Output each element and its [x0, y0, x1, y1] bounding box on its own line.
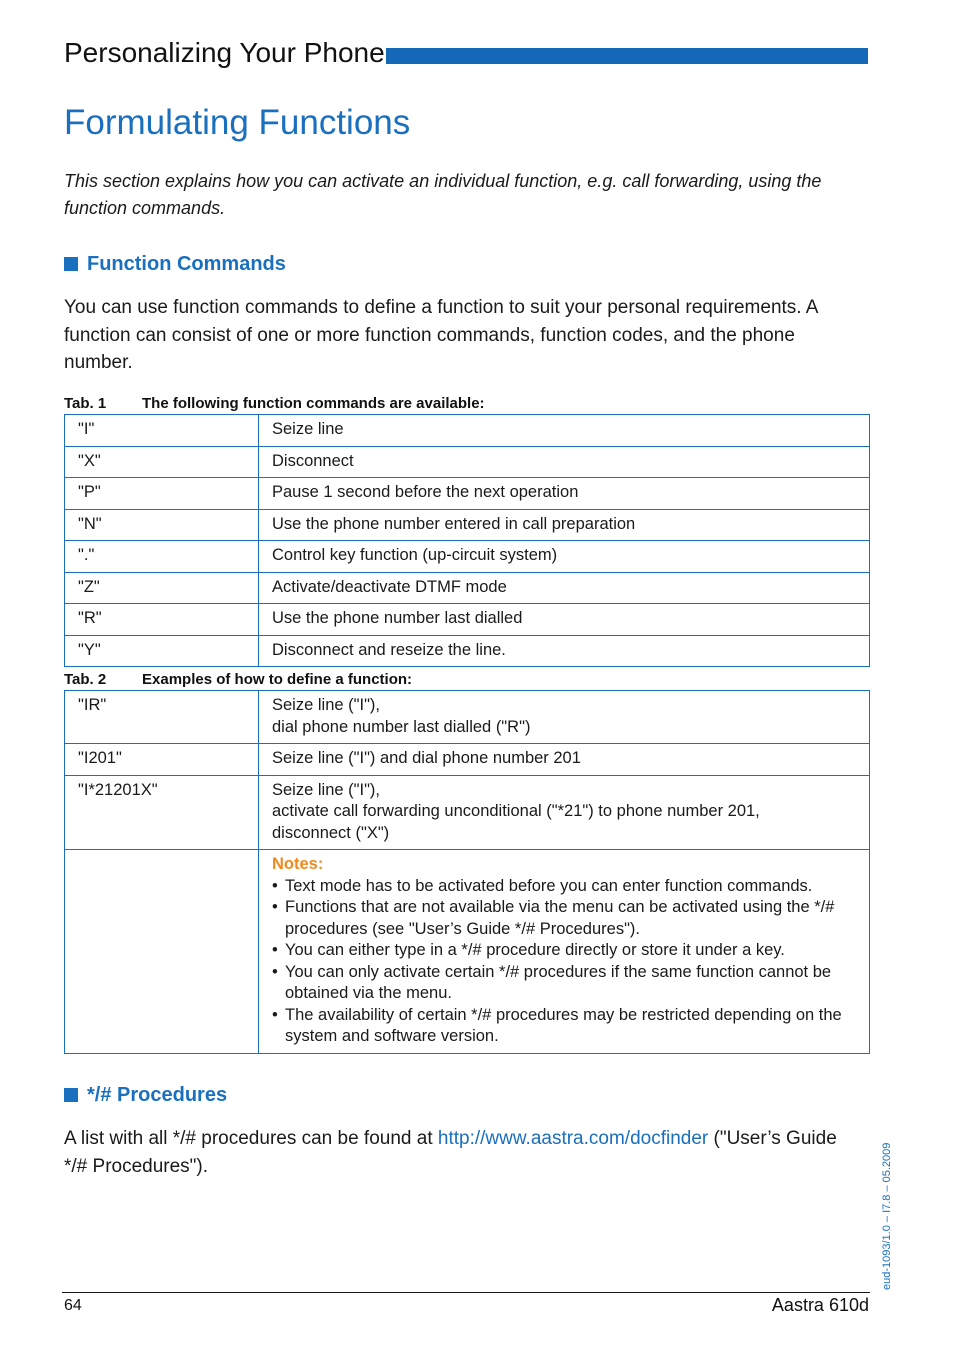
list-item: • The availability of certain */# procedures may be restricted depending on the system and software version. — [272, 1005, 857, 1048]
list-item: • Functions that are not available via the menu can be activated using the */# procedures (see "User’s Guide */# Procedures"). — [272, 897, 857, 940]
table1-caption — [64, 395, 485, 413]
table-row — [65, 775, 870, 850]
table2-caption — [64, 671, 412, 689]
footer-divider — [62, 1292, 870, 1293]
command-cell: "X" — [65, 446, 259, 478]
example-description-cell — [259, 691, 870, 744]
description-cell: Use the phone number last dialled — [259, 604, 870, 636]
table-row — [65, 572, 870, 604]
table-row — [65, 509, 870, 541]
notes-cell — [259, 850, 870, 1054]
table-row — [65, 446, 870, 478]
page-number: 64 — [64, 1297, 82, 1314]
notes-title: Notes: — [272, 855, 324, 873]
table-row — [65, 635, 870, 667]
description-cell: Disconnect — [259, 446, 870, 478]
notes-list — [272, 876, 857, 1048]
table-row — [65, 541, 870, 573]
docfinder-link[interactable]: http://www.aastra.com/docfinder — [437, 1128, 709, 1149]
square-bullet-icon — [64, 257, 78, 271]
description-cell: Activate/deactivate DTMF mode — [259, 572, 870, 604]
section-heading-label: Function Commands — [87, 253, 286, 275]
header-section-title: Personalizing Your Phone — [64, 37, 385, 68]
procedures-text — [64, 1125, 854, 1180]
command-cell: "R" — [65, 604, 259, 636]
command-cell: "N" — [65, 509, 259, 541]
description-cell: Pause 1 second before the next operation — [259, 478, 870, 510]
page-title: Formulating Functions — [64, 103, 411, 142]
table-row-notes — [65, 850, 870, 1054]
function-examples-table — [64, 690, 870, 1054]
list-item: • Text mode has to be activated before you can enter function commands. — [272, 876, 857, 898]
command-cell: "Y" — [65, 635, 259, 667]
table2-caption-text: Examples of how to define a function: — [142, 671, 413, 688]
table1-number: Tab. 1 — [64, 395, 107, 412]
description-cell: Control key function (up-circuit system) — [259, 541, 870, 573]
example-cell: "IR" — [65, 691, 259, 744]
function-commands-table — [64, 414, 870, 667]
command-cell: "Z" — [65, 572, 259, 604]
example-description-cell — [259, 744, 870, 776]
description-line: activate call forwarding unconditional ("*21") to phone number 201, — [272, 802, 760, 820]
description-cell: Seize line — [259, 415, 870, 447]
description-line: Seize line ("I") and dial phone number 201 — [272, 749, 581, 767]
command-cell: "I" — [65, 415, 259, 447]
description-line: Seize line ("I"), — [272, 780, 380, 799]
table-row — [65, 478, 870, 510]
table-row — [65, 744, 870, 776]
list-item: • You can either type in a */# procedure directly or store it under a key. — [272, 940, 857, 962]
example-description-cell — [259, 775, 870, 850]
section-heading-procedures — [64, 1082, 227, 1108]
table2-number: Tab. 2 — [64, 671, 107, 688]
header-bar — [386, 48, 868, 64]
command-cell: "P" — [65, 478, 259, 510]
table-row — [65, 415, 870, 447]
intro-text: This section explains how you can activate an individual function, e.g. call forwarding, using the function commands. — [64, 171, 822, 218]
procedures-text-before: A list with all */# procedures can be found at — [64, 1128, 438, 1149]
description-line: Seize line ("I"), — [272, 696, 380, 714]
empty-cell — [65, 850, 259, 1054]
description-line: dial phone number last dialled ("R") — [272, 717, 531, 736]
procedures-text-after: ("User’s Guide */# Procedures"). — [64, 1128, 837, 1177]
description-cell: Disconnect and reseize the line. — [259, 635, 870, 667]
table-row — [65, 604, 870, 636]
command-cell: "." — [65, 541, 259, 573]
example-cell: "I201" — [65, 744, 259, 776]
list-item: • You can only activate certain */# procedures if the same function cannot be obtained via the menu. — [272, 962, 857, 1005]
square-bullet-icon — [64, 1088, 78, 1102]
section-body-text: You can use function commands to define a function to suit your personal requirements. A function can consist of one or more function commands, function codes, and the phone number. — [64, 297, 818, 373]
table1-caption-text: The following function commands are available: — [142, 395, 485, 412]
example-cell: "I*21201X" — [65, 775, 259, 850]
product-name: Aastra 610d — [771, 1295, 869, 1315]
table-row — [65, 691, 870, 744]
section-heading-label: */# Procedures — [87, 1084, 228, 1106]
section-heading-function-commands — [64, 251, 286, 277]
document-reference: eud-1093/1.0 – I7.8 – 05.2009 — [881, 1142, 893, 1290]
description-cell: Use the phone number entered in call preparation — [259, 509, 870, 541]
description-line: disconnect ("X") — [272, 823, 390, 842]
